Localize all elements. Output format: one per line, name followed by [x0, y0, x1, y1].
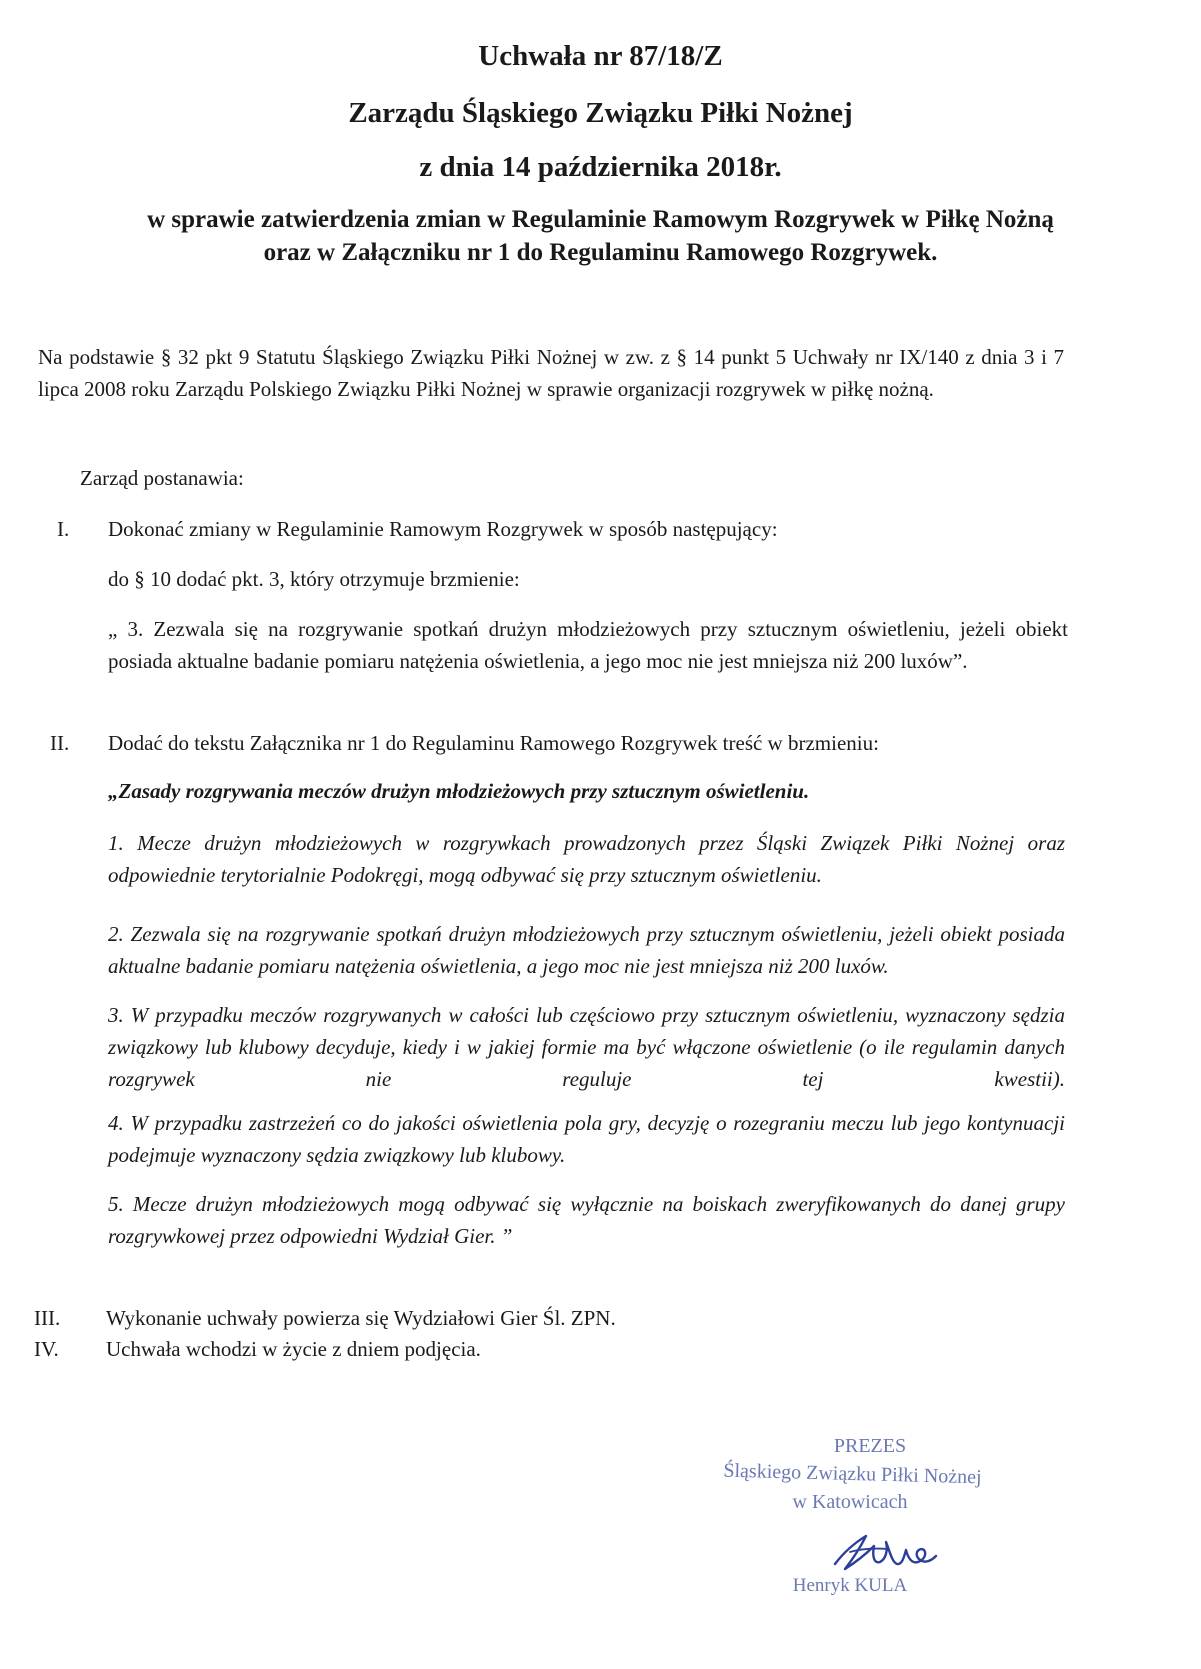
point-4: 4. W przypadku zastrzeżeń co do jakości oświetlenia pola gry, decyzję o rozegraniu meczu lub jego kontynuacji podejmuje wyznaczony sędzia związkowy lub klubowy.	[108, 1111, 1065, 1167]
section-3-text: Wykonanie uchwały powierza się Wydziałowi Gier Śl. ZPN.	[106, 1306, 616, 1330]
signature-icon	[830, 1522, 940, 1582]
resolution-title: Uchwała nr 87/18/Z	[478, 40, 723, 72]
stamp-title: PREZES	[833, 1435, 907, 1457]
section-1-text: Dokonać zmiany w Regulaminie Ramowym Rozgrywek w sposób następujący:	[108, 517, 778, 541]
decides-label: Zarząd postanawia:	[80, 466, 244, 490]
section-2-number: II.	[50, 731, 70, 755]
section-1-sub: do § 10 dodać pkt. 3, który otrzymuje brzmienie:	[108, 567, 520, 591]
section-2-heading: „Zasady rozgrywania meczów drużyn młodzieżowych przy sztucznym oświetleniu.	[108, 779, 810, 803]
resolution-issuer: Zarządu Śląskiego Związku Piłki Nożnej	[348, 97, 853, 129]
point-5: 5. Mecze drużyn młodzieżowych mogą odbywać się wyłącznie na boiskach zweryfikowanych do danej grupy rozgrywkowej przez odpowiedni Wydział Gier. ”	[108, 1192, 1065, 1248]
stamp-city: w Katowicach	[792, 1491, 908, 1513]
stamp-name: Henryk KULA	[792, 1575, 908, 1596]
section-2-text: Dodać do tekstu Załącznika nr 1 do Regulaminu Ramowego Rozgrywek treść w brzmieniu:	[108, 731, 879, 755]
section-4-number: IV.	[34, 1337, 59, 1361]
section-1-quote: „ 3. Zezwala się na rozgrywanie spotkań drużyn młodzieżowych przy sztucznym oświetleniu, jeżeli obiekt posiada aktualne badanie pomiaru natężenia oświetlenia, a jego moc nie jest mniejsza niż 200 luxów”.	[108, 617, 1068, 673]
point-1: 1. Mecze drużyn młodzieżowych w rozgrywkach prowadzonych przez Śląski Związek Piłki Nożnej oraz odpowiednie terytorialnie Podokręgi, mogą odbywać się przy sztucznym oświetleniu.	[108, 831, 1065, 887]
stamp-organization: Śląskiego Związku Piłki Nożnej	[723, 1459, 982, 1489]
resolution-date: z dnia 14 października 2018r.	[419, 151, 782, 183]
point-2: 2. Zezwala się na rozgrywanie spotkań drużyn młodzieżowych przy sztucznym oświetleniu, jeżeli obiekt posiada aktualne badanie pomiaru natężenia oświetlenia, a jego moc nie jest mniejsza niż 200 luxów.	[108, 922, 1065, 978]
point-3: 3. W przypadku meczów rozgrywanych w całości lub częściowo przy sztucznym oświetleniu, wyznaczony sędzia związkowy lub klubowy decyduje, kiedy i w jakiej formie ma być włączone oświetlenie (o ile regulamin danych rozgrywek nie reguluje tej kwestii).	[108, 1003, 1065, 1091]
section-3-number: III.	[34, 1306, 61, 1330]
resolution-subject-line2: oraz w Załączniku nr 1 do Regulaminu Ramowego Rozgrywek.	[263, 239, 938, 266]
resolution-subject-line1: w sprawie zatwierdzenia zmian w Regulaminie Ramowym Rozgrywek w Piłkę Nożną	[147, 206, 1054, 233]
section-1-number: I.	[57, 517, 70, 541]
section-4-text: Uchwała wchodzi w życie z dniem podjęcia.	[106, 1337, 481, 1361]
preamble: Na podstawie § 32 pkt 9 Statutu Śląskiego Związku Piłki Nożnej w zw. z § 14 punkt 5 Uchwały nr IX/140 z dnia 3 i 7 lipca 2008 roku Zarządu Polskiego Związku Piłki Nożnej w sprawie organizacji rozgrywek w piłkę nożną.	[38, 345, 1064, 401]
